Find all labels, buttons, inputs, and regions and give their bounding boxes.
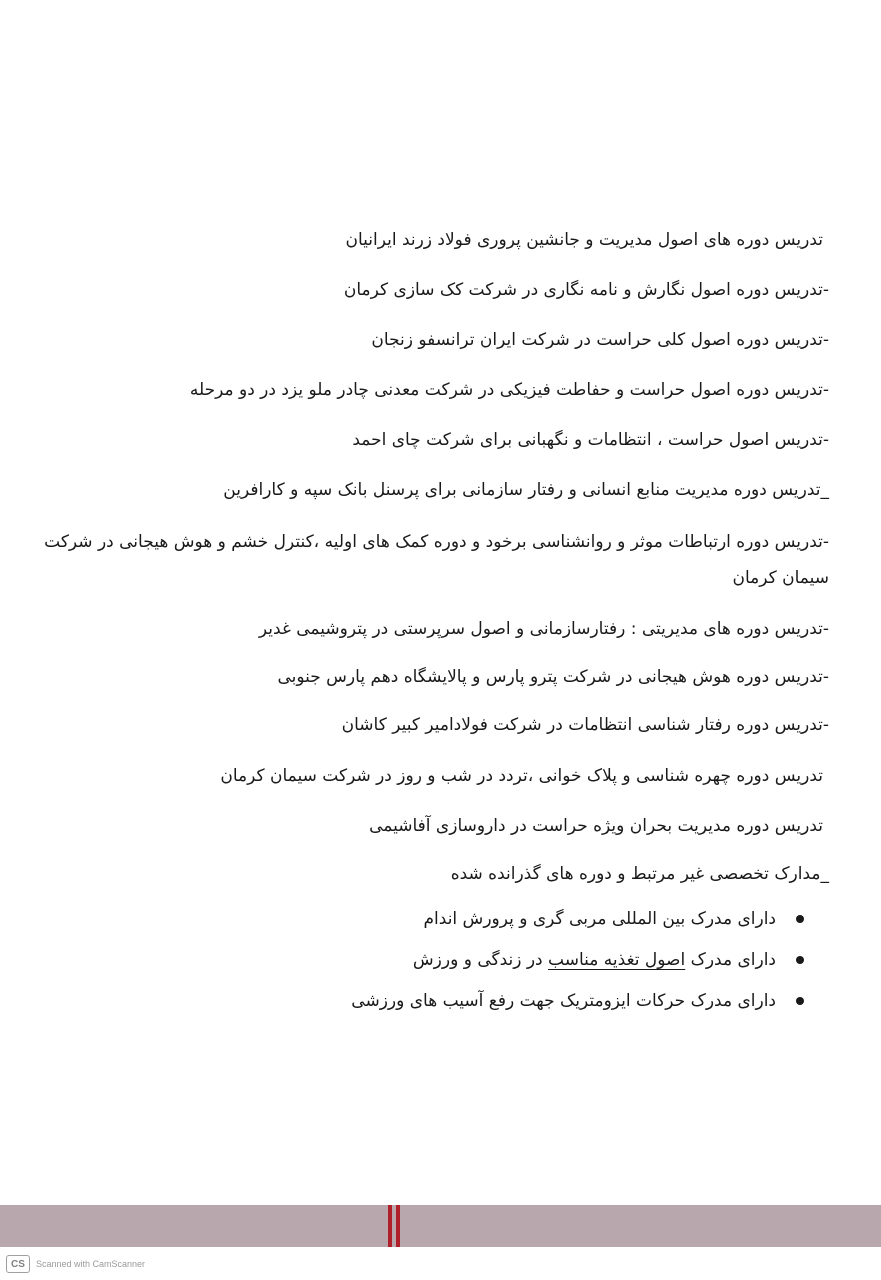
- list-item-text: دارای مدرک حرکات ایزومتریک جهت رفع آسیب های ورزشی: [351, 991, 776, 1011]
- certificate-list: [86, 907, 806, 1030]
- list-item-underlined-text: اصول تغذیه مناسب: [548, 950, 686, 970]
- bullet-icon: [796, 915, 804, 923]
- footer-bar: [0, 1205, 881, 1247]
- text-line-10: -تدریس دوره رفتار شناسی انتظامات در شرکت فولادامیر کبیر کاشان: [341, 715, 829, 735]
- scanner-text: Scanned with CamScanner: [36, 1259, 146, 1269]
- text-line-4: -تدریس دوره اصول حراست و حفاطت فیزیکی در شرکت معدنی چادر ملو یزد در دو مرحله: [189, 380, 829, 400]
- text-line-12: تدریس دوره مدیریت بحران ویژه حراست در داروسازی آفاشیمی: [369, 816, 823, 836]
- text-line-9: -تدریس دوره هوش هیجانی در شرکت پترو پارس و پالایشگاه دهم پارس جنوبی: [277, 667, 829, 687]
- camscanner-logo-icon: CS: [6, 1255, 30, 1273]
- section-heading: _مدارک تخصصی غیر مرتبط و دوره های گذرانده شده: [450, 864, 829, 884]
- list-item-text-prefix: دارای مدرک: [685, 950, 776, 970]
- scanner-watermark: [6, 1255, 145, 1273]
- list-item: [86, 948, 806, 989]
- text-line-8: -تدریس دوره های مدیریتی : رفتارسازمانی و اصول سرپرستی در پتروشیمی غدیر: [258, 619, 829, 639]
- text-line-7: -تدریس دوره ارتباطات موثر و روانشناسی برخود و دوره کمک های اولیه ،کنترل خشم و هوش هیجانی در شرکت سیمان کرمان: [44, 532, 829, 588]
- text-line-3: -تدریس دوره اصول کلی حراست در شرکت ایران ترانسفو زنجان: [371, 330, 829, 350]
- list-item-text: دارای مدرک بین المللی مربی گری و پرورش اندام: [423, 909, 776, 929]
- text-line-2: -تدریس دوره اصول نگارش و نامه نگاری در شرکت کک سازی کرمان: [343, 280, 829, 300]
- text-line-6: _تدریس دوره مدیریت منابع انسانی و رفتار سازمانی برای پرسنل بانک سپه و کارافرین: [223, 480, 829, 500]
- bullet-icon: [796, 956, 804, 964]
- footer-mark-left: [388, 1205, 392, 1247]
- bullet-icon: [796, 997, 804, 1005]
- text-line-1: تدریس دوره های اصول مدیریت و جانشین پروری فولاد زرند ایرانیان: [345, 230, 823, 250]
- footer-mark-right: [396, 1205, 400, 1247]
- text-line-5: -تدریس اصول حراست ، انتظامات و نگهبانی برای شرکت چای احمد: [352, 430, 829, 450]
- text-line-11: تدریس دوره چهره شناسی و پلاک خوانی ،تردد در شب و روز در شرکت سیمان کرمان: [220, 766, 823, 786]
- list-item-text-suffix: در زندگی و ورزش: [412, 950, 549, 970]
- list-item: [86, 989, 806, 1030]
- list-item: [86, 907, 806, 948]
